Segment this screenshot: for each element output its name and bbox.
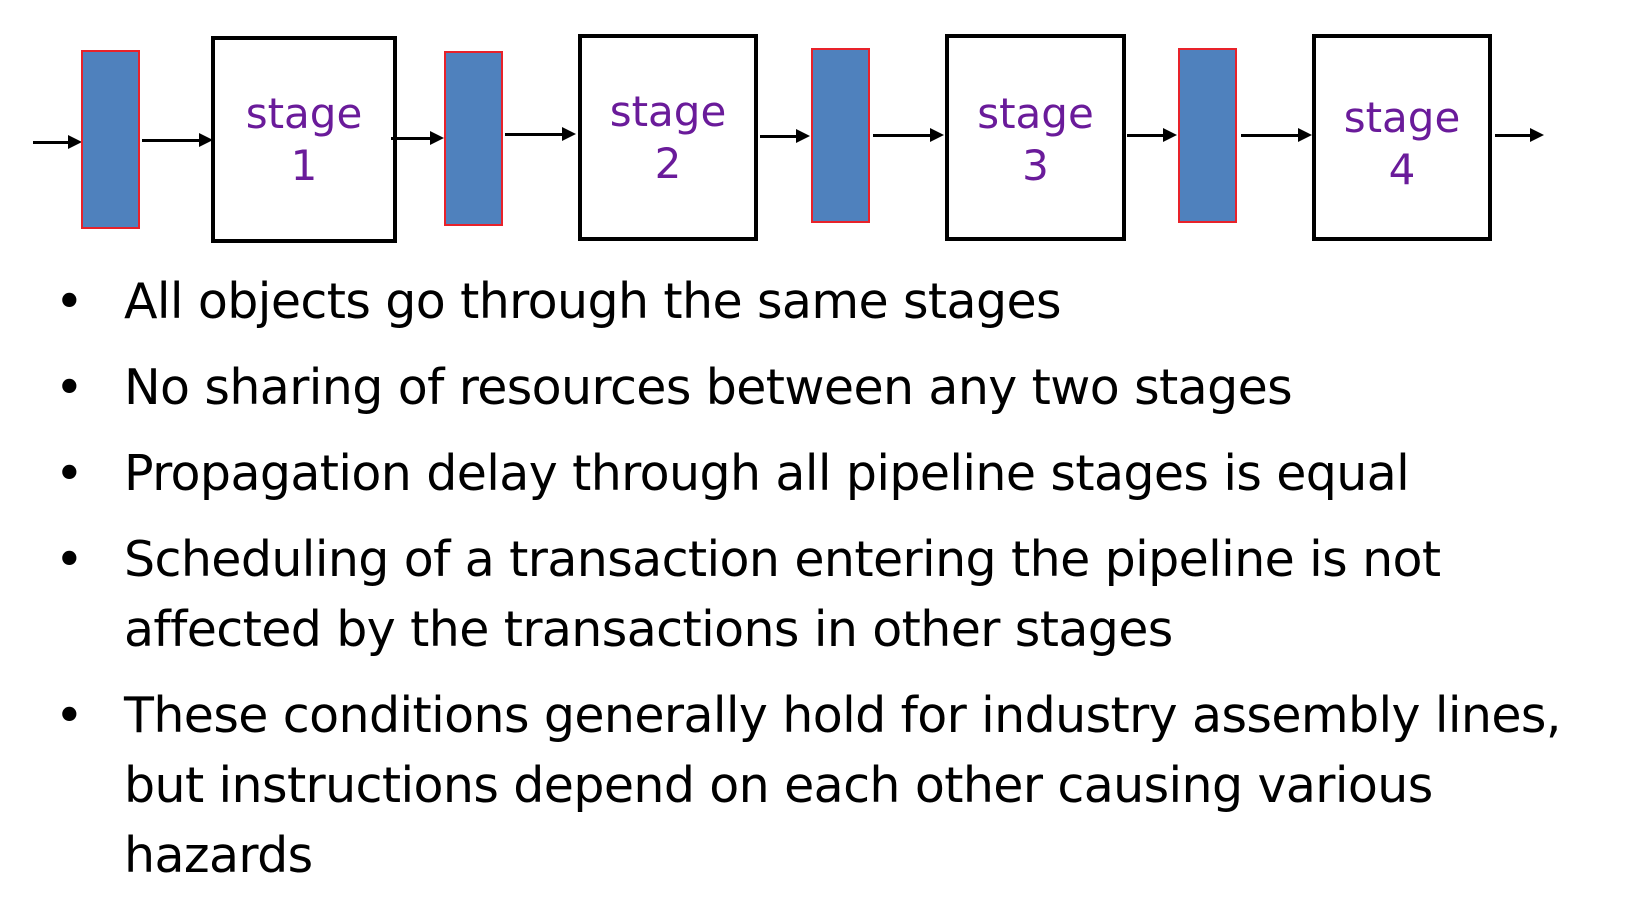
bullet-marker: •: [54, 445, 84, 502]
bullet-item: [54, 525, 1614, 665]
bullet-list: [54, 267, 1614, 907]
stage-label: stage: [245, 88, 363, 138]
stage-number: 2: [654, 138, 682, 188]
stage-number: 1: [290, 140, 318, 190]
bullet-item: [54, 353, 1614, 423]
bullet-marker: •: [54, 359, 84, 416]
stage-number: 3: [1022, 141, 1049, 190]
pipeline-register-4: [1178, 48, 1237, 223]
stage-box-4: [1312, 34, 1492, 241]
pipeline-register-2: [444, 51, 503, 226]
bullet-marker: •: [54, 273, 84, 330]
pipeline-register-1: [81, 50, 140, 229]
stage-label: stage: [1343, 93, 1461, 142]
stage-box-2: [578, 34, 758, 241]
arrow-register-2-to-stage-2: [505, 133, 563, 136]
input-arrow: [33, 141, 69, 144]
bullet-marker: •: [54, 687, 84, 744]
bullet-item: [54, 267, 1614, 337]
bullet-text: Propagation delay through all pipeline stages is equal: [124, 445, 1410, 502]
bullet-item: [54, 439, 1614, 509]
arrow-stage-3-to-register-4: [1127, 134, 1164, 137]
pipeline-diagram: [0, 0, 1636, 260]
stage-box-1: [211, 36, 397, 243]
arrow-register-4-to-stage-4: [1241, 134, 1299, 137]
bullet-text: These conditions generally hold for industry assembly lines, but instructions depend on each other causing various hazards: [124, 687, 1561, 884]
arrow-register-1-to-stage-1: [142, 139, 200, 142]
arrow-register-3-to-stage-3: [873, 134, 931, 137]
arrow-stage-2-to-register-3: [760, 135, 797, 138]
stage-label: stage: [609, 86, 727, 136]
bullet-text: No sharing of resources between any two stages: [124, 359, 1293, 416]
arrow-stage-1-to-register-2: [391, 137, 431, 140]
bullet-item: [54, 681, 1614, 891]
output-arrow: [1495, 134, 1531, 137]
pipeline-register-3: [811, 48, 870, 223]
stage-box-3: [945, 34, 1126, 241]
bullet-marker: •: [54, 531, 84, 588]
stage-label: stage: [977, 89, 1094, 138]
bullet-text: Scheduling of a transaction entering the pipeline is not affected by the transactions in other stages: [124, 531, 1441, 658]
bullet-text: All objects go through the same stages: [124, 273, 1061, 330]
stage-number: 4: [1388, 145, 1416, 194]
